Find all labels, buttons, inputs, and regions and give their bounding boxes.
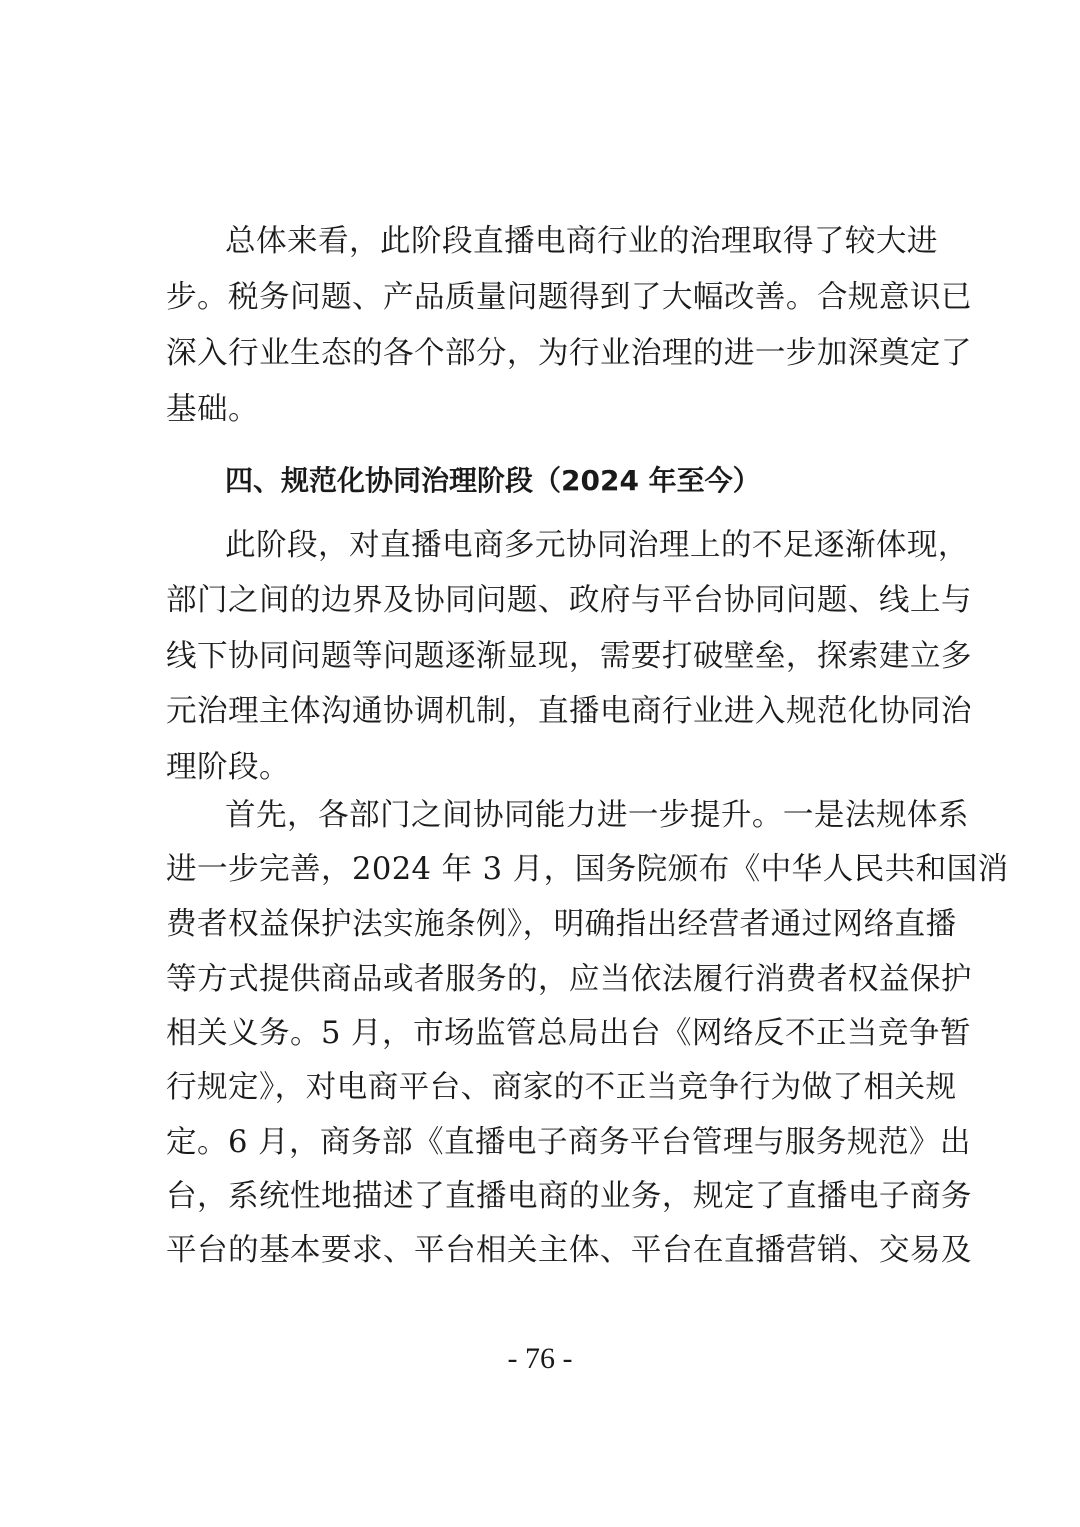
paragraph-2-line-5: 理阶段。 bbox=[166, 750, 290, 785]
section-heading: 四、规范化协同治理阶段（2024 年至今） bbox=[225, 464, 761, 497]
paragraph-1-line-4: 基础。 bbox=[166, 392, 259, 427]
paragraph-3-line-2: 进一步完善，2024 年 3 月，国务院颁布《中华人民共和国消 bbox=[166, 852, 1009, 887]
paragraph-3-line-8: 台，系统性地描述了直播电商的业务，规定了直播电子商务 bbox=[166, 1179, 972, 1214]
paragraph-3-line-3: 费者权益保护法实施条例》，明确指出经营者通过网络直播 bbox=[166, 907, 957, 942]
paragraph-1-line-2: 步。税务问题、产品质量问题得到了大幅改善。合规意识已 bbox=[166, 280, 972, 315]
paragraph-3-line-7: 定。6 月，商务部《直播电子商务平台管理与服务规范》出 bbox=[166, 1125, 971, 1160]
paragraph-3-line-9: 平台的基本要求、平台相关主体、平台在直播营销、交易及 bbox=[166, 1233, 972, 1268]
paragraph-2-line-1: 此阶段，对直播电商多元协同治理上的不足逐渐体现， bbox=[225, 528, 969, 563]
paragraph-2-line-4: 元治理主体沟通协调机制，直播电商行业进入规范化协同治 bbox=[166, 694, 972, 729]
paragraph-2-line-3: 线下协同问题等问题逐渐显现，需要打破壁垒，探索建立多 bbox=[166, 639, 972, 674]
page-number: - 76 - bbox=[507, 1342, 573, 1375]
paragraph-1-line-1: 总体来看，此阶段直播电商行业的治理取得了较大进 bbox=[225, 224, 938, 259]
paragraph-3-line-6: 行规定》，对电商平台、商家的不正当竞争行为做了相关规 bbox=[166, 1070, 957, 1105]
paragraph-3-line-5: 相关义务。5 月，市场监管总局出台《网络反不正当竞争暂 bbox=[166, 1016, 971, 1051]
paragraph-3-line-1: 首先，各部门之间协同能力进一步提升。一是法规体系 bbox=[225, 798, 969, 833]
paragraph-2-line-2: 部门之间的边界及协同问题、政府与平台协同问题、线上与 bbox=[166, 583, 972, 618]
paragraph-3-line-4: 等方式提供商品或者服务的，应当依法履行消费者权益保护 bbox=[166, 962, 972, 997]
paragraph-1-line-3: 深入行业生态的各个部分，为行业治理的进一步加深奠定了 bbox=[166, 336, 972, 371]
